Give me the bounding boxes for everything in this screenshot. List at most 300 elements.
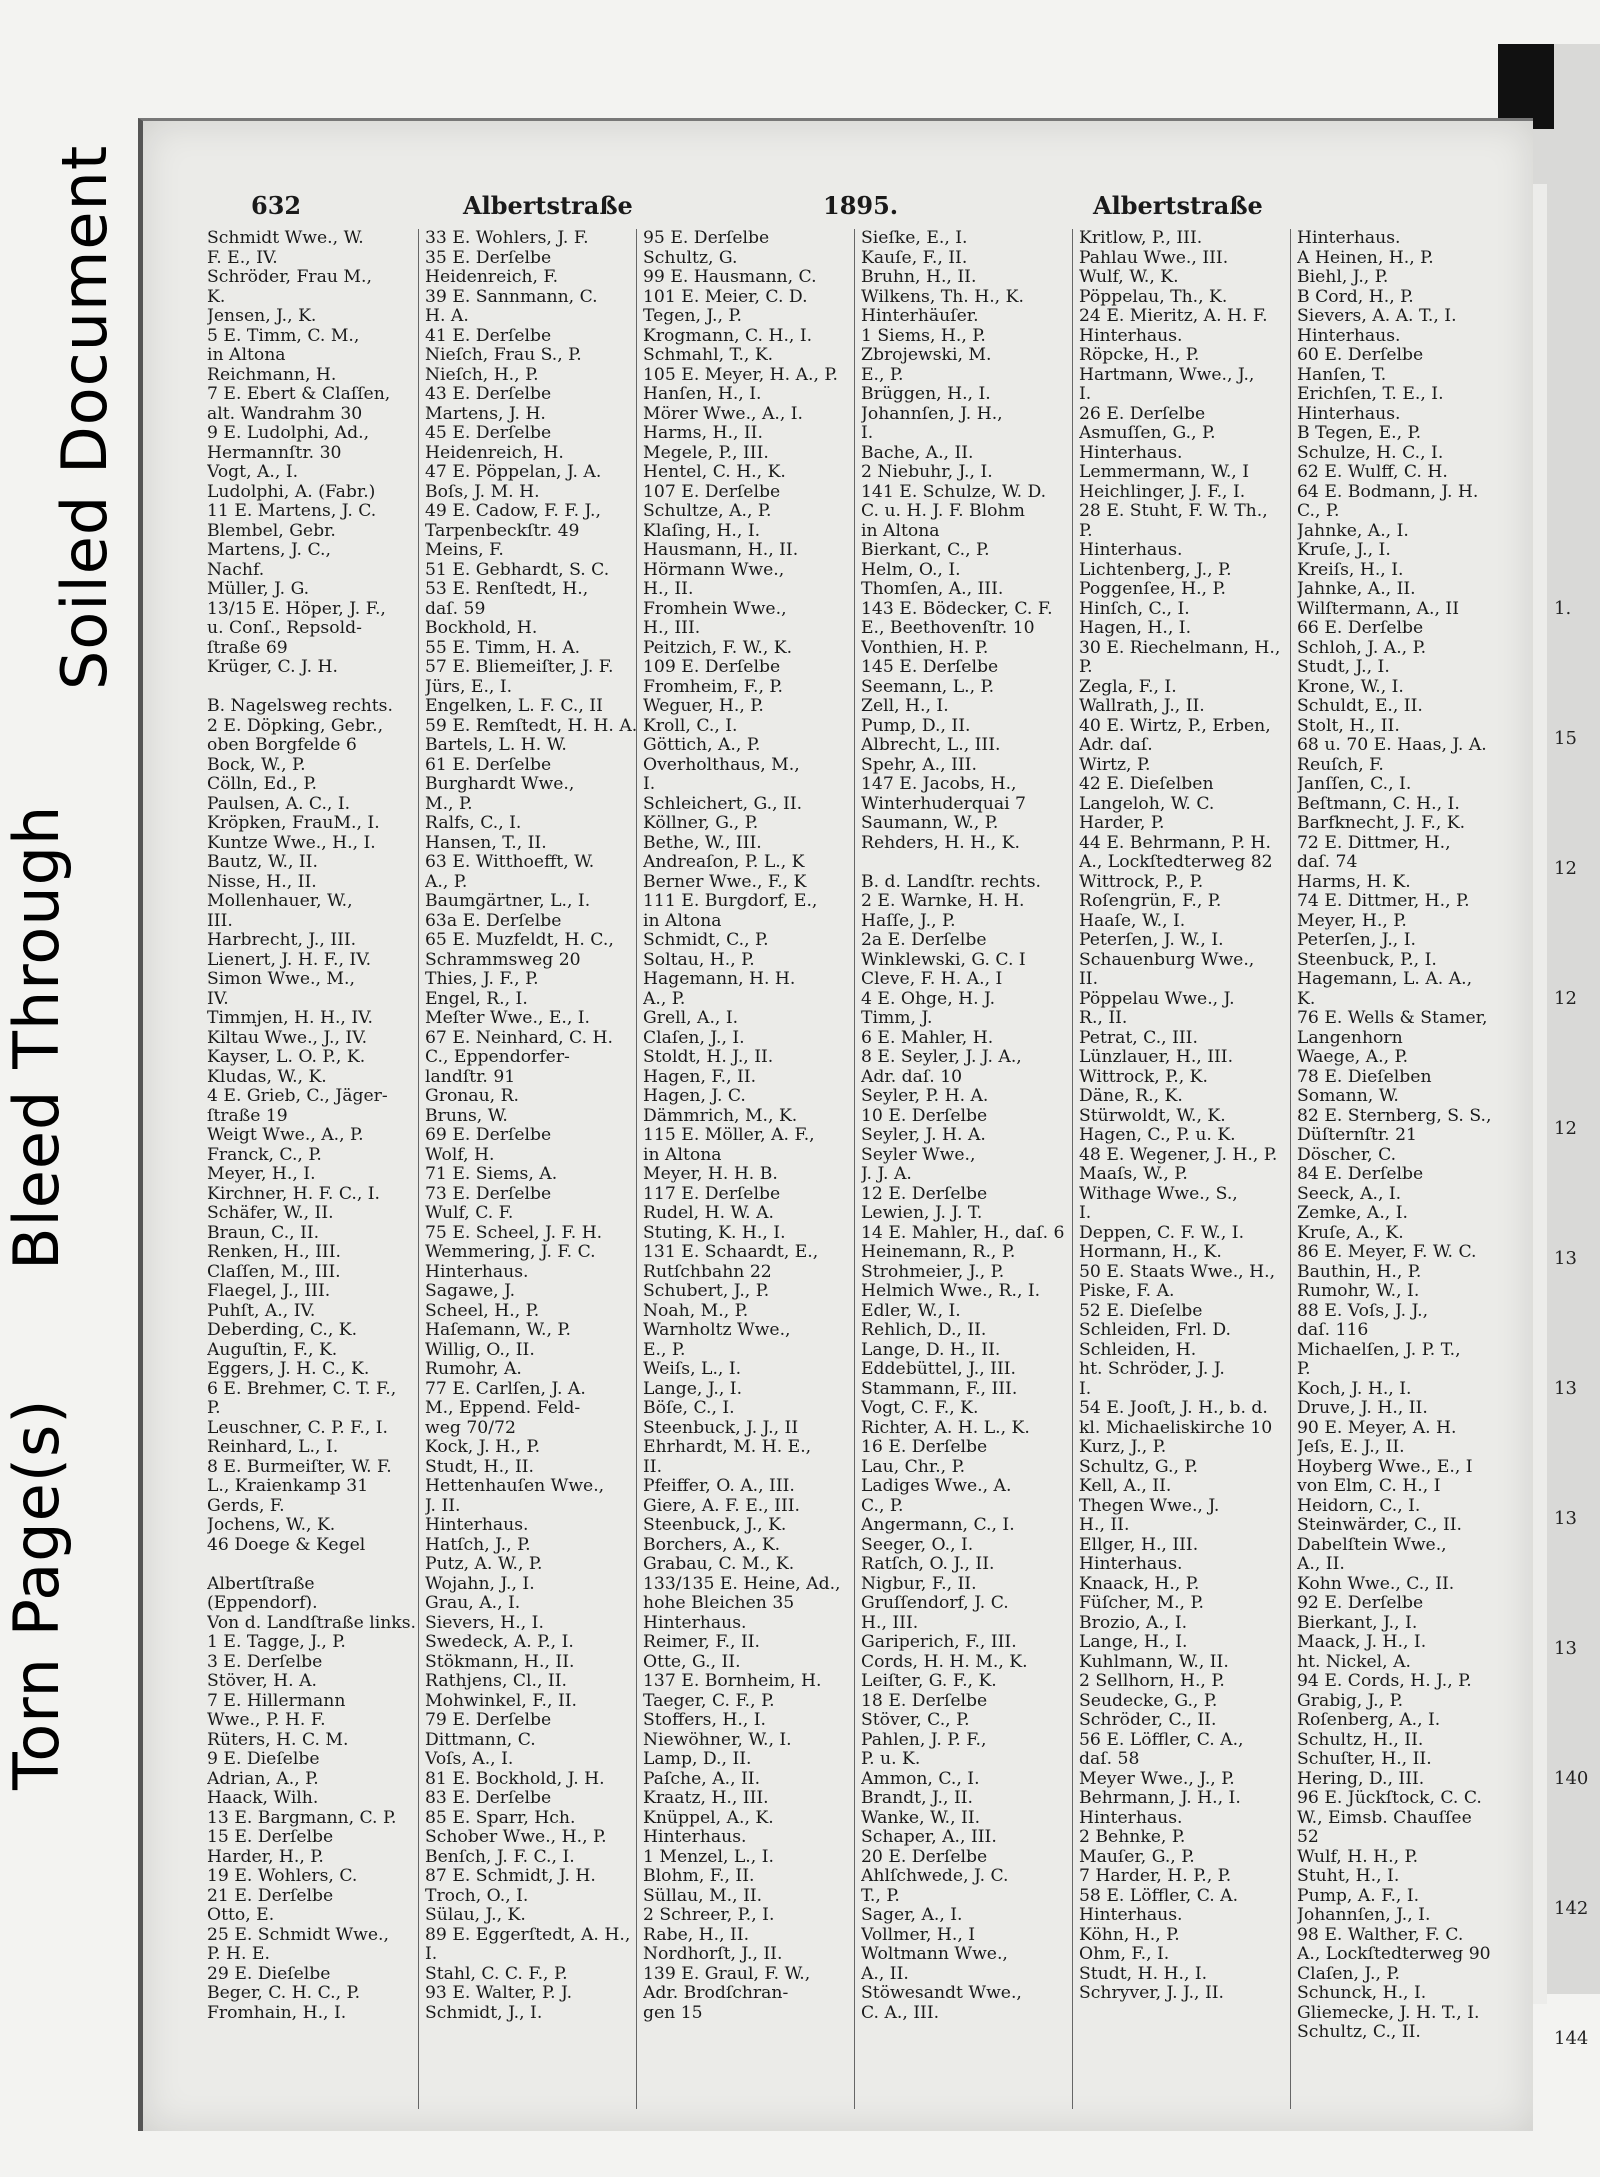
entry-line: 2 Niebuhr, J., I. <box>861 463 993 482</box>
directory-column-1 <box>203 229 421 2109</box>
entry-line: 1 Menzel, L., I. <box>643 1847 774 1867</box>
column-rule <box>636 229 637 2109</box>
entry-line: Martens, J. H. <box>425 404 546 424</box>
edge-number: 144 <box>1554 2028 1589 2049</box>
entry-line <box>207 678 421 698</box>
entry-line: 85 E. Sparr, Hch. <box>425 1808 576 1828</box>
entry-line: 46 Doege & Kegel <box>207 1535 366 1555</box>
entry-line: Rumohr, A. <box>425 1360 522 1379</box>
entry-line: Lange, J., I. <box>643 1379 743 1399</box>
entry-line: 101 E. Meier, C. D. <box>643 287 808 307</box>
entry-line: Schmidt, C., P. <box>643 931 769 950</box>
entry-line: Hartmann, Wwe., J., <box>1079 365 1255 385</box>
entry-line: Andreaſon, P. L., K <box>643 853 805 872</box>
entry-line: Schröder, Frau M., <box>207 268 372 287</box>
entry-line: Blembel, Gebr. <box>207 521 336 541</box>
entry-line: Schrammsweg 20 <box>425 950 581 970</box>
entry-line: P. u. K. <box>861 1750 921 1769</box>
entry-line: 56 E. Löffler, C. A., <box>1079 1730 1244 1750</box>
entry-line: Sieſke, E., I. <box>861 229 968 248</box>
entry-line: Grabau, C. M., K. <box>643 1555 795 1574</box>
entry-line: Schubert, J., P. <box>643 1282 770 1301</box>
entry-line: Schleiden, H. <box>1079 1340 1197 1360</box>
edge-number: 13 <box>1554 1378 1577 1399</box>
entry-line: Steenbuck, P., I. <box>1297 950 1437 970</box>
entry-line: II. <box>1079 970 1099 989</box>
entry-line: Roſenberg, A., I. <box>1297 1711 1441 1730</box>
entry-line: E., P. <box>861 365 904 385</box>
entry-line: Gerds, F. <box>207 1496 285 1516</box>
entry-line: 90 E. Meyer, A. H. <box>1297 1418 1457 1438</box>
entry-line: Seeck, A., I. <box>1297 1184 1402 1204</box>
entry-line: Kritlow, P., III. <box>1079 229 1203 248</box>
entry-line: Gliemecke, J. H. T., I. <box>1297 2003 1480 2023</box>
entry-line: Schultze, A., P. <box>643 502 772 521</box>
entry-line: Hinterhaus. <box>1079 1555 1183 1574</box>
entry-line: 51 E. Gebhardt, S. C. <box>425 560 610 580</box>
entry-line: Von d. Landſtraße links. <box>207 1613 416 1633</box>
entry-line: Köhn, H., P. <box>1079 1925 1180 1945</box>
entry-line: M., P. <box>425 794 473 814</box>
entry-line: Weigt Wwe., A., P. <box>207 1126 364 1145</box>
entry-line: Meyer, H., I. <box>207 1165 316 1184</box>
entry-line: 109 E. Derſelbe <box>643 658 781 677</box>
entry-line: Peterſen, J., I. <box>1297 931 1416 950</box>
entry-line: Schryver, J. J., II. <box>1079 1984 1224 2003</box>
entry-line: Albrecht, L., III. <box>861 736 1001 755</box>
entry-line: Schmidt, J., I. <box>425 2003 543 2023</box>
entry-line: in Altona <box>861 521 940 541</box>
entry-line: 2 E. Warnke, H. H. <box>861 892 1025 911</box>
entry-line: W., Eimsb. Chauſſee <box>1297 1808 1472 1828</box>
entry-line: Adr. Brodſchran- <box>643 1984 789 2003</box>
entry-line: Withage Wwe., S., <box>1079 1184 1238 1204</box>
entry-line: Burghardt Wwe., <box>425 775 575 794</box>
entry-line: von Elm, C. H., I <box>1297 1477 1441 1496</box>
entry-line: 61 E. Derſelbe <box>425 755 552 775</box>
entry-line: 47 E. Pöppelan, J. A. <box>425 463 602 482</box>
entry-line: Stöver, C., P. <box>861 1711 970 1730</box>
entry-line: Ohm, F., I. <box>1079 1945 1170 1964</box>
entry-line: P. H. E. <box>207 1945 270 1964</box>
entry-line: Poggenſee, H., P. <box>1079 580 1227 599</box>
entry-line: Sievers, H., I. <box>425 1613 544 1633</box>
entry-line: Bauthin, H., P. <box>1297 1262 1422 1282</box>
entry-line: 117 E. Derſelbe <box>643 1184 781 1204</box>
entry-line: 73 E. Derſelbe <box>425 1184 552 1204</box>
entry-line: Pahlau Wwe., III. <box>1079 248 1229 268</box>
entry-line: B Cord, H., P. <box>1297 287 1414 307</box>
entry-line: Schunck, H., I. <box>1297 1984 1427 2003</box>
entry-line: Lange, H., I. <box>1079 1633 1188 1652</box>
entry-line: Harbrecht, J., III. <box>207 931 357 950</box>
entry-line: Fromhein Wwe., <box>643 599 787 619</box>
entry-line: Steenbuck, J., K. <box>643 1516 787 1535</box>
entry-line: I. <box>1079 385 1092 404</box>
entry-line: Mörer Wwe., A., I. <box>643 404 804 424</box>
directory-columns <box>203 229 1513 2109</box>
entry-line: Sievers, A. A. T., I. <box>1297 307 1457 326</box>
entry-line: 79 E. Derſelbe <box>425 1711 552 1730</box>
entry-line: Kayser, L. O. P., K. <box>207 1048 366 1067</box>
entry-line: Engel, R., I. <box>425 989 528 1009</box>
entry-line: Reimer, F., II. <box>643 1633 761 1652</box>
entry-line: Berner Wwe., F., K <box>643 872 807 892</box>
entry-line: Schröder, C., II. <box>1079 1711 1217 1730</box>
entry-line: 15 E. Derſelbe <box>207 1828 334 1847</box>
entry-line: 6 E. Mahler, H. <box>861 1028 994 1048</box>
entry-line: 141 E. Schulze, W. D. <box>861 482 1047 502</box>
entry-line: Beſtmann, C. H., I. <box>1297 794 1460 814</box>
entry-line: Seyler, J. H. A. <box>861 1126 986 1145</box>
entry-line: II. <box>643 1457 663 1477</box>
entry-line: Hinterhaus. <box>1297 326 1401 346</box>
entry-line: 88 E. Voſs, J. J., <box>1297 1301 1429 1321</box>
entry-line: Kell, A., II. <box>1079 1477 1172 1496</box>
entry-line: Pöppelau, Th., K. <box>1079 287 1228 307</box>
entry-line: Krogmann, C. H., I. <box>643 326 813 346</box>
entry-line: Kröpken, FrauM., I. <box>207 814 380 833</box>
entry-line: 77 E. Carlſen, J. A. <box>425 1379 586 1399</box>
entry-line: 64 E. Bodmann, J. H. <box>1297 482 1479 502</box>
entry-line: Edler, W., I. <box>861 1301 961 1321</box>
entry-line: Thies, J. F., P. <box>425 970 539 989</box>
entry-line: Strohmeier, J., P. <box>861 1262 1005 1282</box>
entry-line: Hinterhaus. <box>1297 404 1401 424</box>
entry-line: 24 E. Mieritz, A. H. F. <box>1079 307 1268 326</box>
entry-line: Stöwesandt Wwe., <box>861 1984 1022 2003</box>
entry-line: 26 E. Derſelbe <box>1079 404 1206 424</box>
entry-line: Harms, H. K. <box>1297 872 1411 892</box>
entry-line: E., P. <box>643 1340 686 1360</box>
entry-line: F. E., IV. <box>207 248 278 268</box>
entry-line: Wolf, H. <box>425 1145 495 1165</box>
entry-line: Grabig, J., P. <box>1297 1691 1404 1711</box>
entry-line: Bruhn, H., II. <box>861 268 977 287</box>
entry-line: 62 E. Wulff, C. H. <box>1297 463 1448 482</box>
entry-line: H. A. <box>425 307 469 326</box>
entry-line: Vogt, A., I. <box>207 463 299 482</box>
entry-line: 52 <box>1297 1828 1319 1847</box>
entry-line: 1 Siems, H., P. <box>861 326 986 346</box>
entry-line: Hinterhaus. <box>1297 229 1401 248</box>
entry-line: 105 E. Meyer, H. A., P. <box>643 365 838 385</box>
entry-line: Pöppelau Wwe., J. <box>1079 989 1235 1009</box>
entry-line: Meyer, H. H. B. <box>643 1165 778 1184</box>
entry-line: Däne, R., K. <box>1079 1087 1183 1106</box>
entry-line: Borchers, A., K. <box>643 1535 781 1555</box>
entry-line: Kruſe, J., I. <box>1297 541 1391 560</box>
entry-line: 107 E. Derſelbe <box>643 482 781 502</box>
entry-line: 11 E. Martens, J. C. <box>207 502 377 521</box>
entry-line: III. <box>207 911 233 931</box>
entry-line: Ratſch, O. J., II. <box>861 1555 995 1574</box>
entry-line: Hinterhaus. <box>1079 1906 1183 1925</box>
entry-line: Langeloh, W. C. <box>1079 794 1215 814</box>
entry-line: 93 E. Walter, P. J. <box>425 1984 573 2003</box>
entry-line: C., P. <box>1297 502 1340 521</box>
entry-line: Puhſt, A., IV. <box>207 1301 316 1321</box>
edge-number: 12 <box>1554 858 1577 879</box>
entry-line: K. <box>1297 989 1316 1009</box>
entry-line: 53 E. Renſtedt, H., <box>425 580 589 599</box>
entry-line: 98 E. Walther, F. C. <box>1297 1925 1464 1945</box>
entry-line: Lienert, J. H. F., IV. <box>207 950 372 970</box>
entry-line: Sagawe, J. <box>425 1282 516 1301</box>
entry-line: H., II. <box>1079 1516 1130 1535</box>
entry-line: 2a E. Derſelbe <box>861 931 987 950</box>
scanner-shadow <box>1498 44 1554 129</box>
entry-line: Rudel, H. W. A. <box>643 1204 774 1223</box>
left-street-title: Albertstraße <box>463 191 633 220</box>
entry-line: Troch, O., I. <box>425 1886 529 1906</box>
entry-line: 16 E. Derſelbe <box>861 1438 988 1457</box>
entry-line: Rumohr, W., I. <box>1297 1282 1420 1301</box>
entry-line: 58 E. Löffler, C. A. <box>1079 1886 1239 1906</box>
entry-line: Bock, W., P. <box>207 755 306 775</box>
entry-line: Franck, C., P. <box>207 1145 322 1165</box>
entry-line: Woltmann Wwe., <box>861 1945 1008 1964</box>
entry-line: Zbrojewski, M. <box>861 346 992 365</box>
entry-line: Wallrath, J., II. <box>1079 697 1205 716</box>
entry-line: Eggers, J. H. C., K. <box>207 1360 370 1379</box>
entry-line: oben Borgfelde 6 <box>207 736 357 755</box>
entry-line: 94 E. Cords, H. J., P. <box>1297 1672 1472 1691</box>
entry-line: A., Lockſtedterweg 82 <box>1079 853 1273 872</box>
entry-line: Koch, J. H., I. <box>1297 1379 1412 1399</box>
entry-line: Haſſe, J., P. <box>861 911 956 931</box>
entry-line: 60 E. Derſelbe <box>1297 346 1424 365</box>
entry-line: 3 E. Derſelbe <box>207 1652 323 1672</box>
entry-line: Lange, D. H., II. <box>861 1340 1001 1360</box>
entry-line: 72 E. Dittmer, H., <box>1297 833 1451 853</box>
entry-line: Ellger, H., III. <box>1079 1535 1199 1555</box>
entry-line: Stuting, K. H., I. <box>643 1223 786 1243</box>
entry-line: Kuhlmann, W., II. <box>1079 1652 1229 1672</box>
entry-line: Krone, W., I. <box>1297 677 1404 697</box>
entry-line: Seyler Wwe., <box>861 1145 976 1165</box>
entry-line: Schleichert, G., II. <box>643 794 803 814</box>
entry-line: Deberding, C., K. <box>207 1321 358 1340</box>
entry-line: 115 E. Möller, A. F., <box>643 1126 815 1145</box>
entry-line: 99 E. Hausmann, C. <box>643 268 817 287</box>
entry-line: P. <box>1297 1360 1311 1379</box>
entry-line: Düſternſtr. 21 <box>1297 1126 1417 1145</box>
entry-line: Beger, C. H. C., P. <box>207 1984 361 2003</box>
entry-line: Saumann, W., P. <box>861 814 999 833</box>
entry-line: Stoffers, H., I. <box>643 1711 767 1730</box>
entry-line: Reinhard, L., I. <box>207 1438 339 1457</box>
entry-line: Seudecke, G., P. <box>1079 1691 1218 1711</box>
entry-line: Sager, A., I. <box>861 1906 963 1925</box>
entry-line: Böſe, C., I. <box>643 1399 735 1418</box>
entry-line: u. Conſ., Repsold- <box>207 619 362 638</box>
entry-line: 13 E. Bargmann, C. P. <box>207 1808 397 1828</box>
entry-line: I. <box>1079 1379 1092 1399</box>
entry-line: Druve, J. H., II. <box>1297 1399 1428 1418</box>
entry-line: 10 E. Derſelbe <box>861 1106 988 1126</box>
entry-line: 67 E. Neinhard, C. H. <box>425 1028 613 1048</box>
torn-pages-label: Torn Page(s) <box>0 1398 73 1790</box>
entry-line: Waege, A., P. <box>1297 1048 1409 1067</box>
entry-line: Angermann, C., I. <box>861 1516 1015 1535</box>
entry-line: Cleve, F. H. A., I <box>861 970 1003 989</box>
entry-line: Schmidt Wwe., W. <box>207 229 364 248</box>
entry-line: 30 E. Riechelmann, H., <box>1079 638 1281 658</box>
edge-number: 142 <box>1554 1898 1589 1919</box>
entry-line: Haſemann, W., P. <box>425 1321 571 1340</box>
entry-line: Nachf. <box>207 560 265 580</box>
entry-line: 48 E. Wegener, J. H., P. <box>1079 1145 1278 1165</box>
entry-line: Dämmrich, M., K. <box>643 1106 798 1126</box>
entry-line: Bethe, W., III. <box>643 833 762 853</box>
entry-line: C. A., III. <box>861 2003 940 2023</box>
entry-line: 9 E. Dieſelbe <box>207 1750 320 1769</box>
entry-line: Hinterhaus. <box>1079 541 1183 560</box>
directory-column-4 <box>857 229 1075 2109</box>
entry-line: Auguſtin, F., K. <box>207 1340 338 1360</box>
entry-line: K. <box>207 287 226 307</box>
entry-line: Biehl, J., P. <box>1297 268 1389 287</box>
entry-line: Hinterhaus. <box>425 1262 529 1282</box>
entry-line: Jahnke, A., I. <box>1297 521 1409 541</box>
entry-line: Braun, C., II. <box>207 1223 320 1243</box>
directory-column-2 <box>421 229 639 2109</box>
entry-line: Röpcke, H., P. <box>1079 346 1200 365</box>
entry-line: Peitzich, F. W., K. <box>643 638 793 658</box>
entry-line: Göttich, A., P. <box>643 736 761 755</box>
entry-line: Studt, H., II. <box>425 1457 535 1477</box>
entry-line: 81 E. Bockhold, J. H. <box>425 1769 605 1789</box>
entry-line: 50 E. Staats Wwe., H., <box>1079 1262 1276 1282</box>
entry-line: Schuſter, H., II. <box>1297 1750 1432 1769</box>
entry-line: Kludas, W., K. <box>207 1067 327 1087</box>
entry-line: Heichlinger, J. F., I. <box>1079 482 1246 502</box>
entry-line: Brandt, J., II. <box>861 1789 973 1808</box>
entry-line: Overholthaus, M., <box>643 755 800 775</box>
entry-line: Schultz, G. <box>643 248 738 268</box>
entry-line: Hinſch, C., I. <box>1079 599 1190 619</box>
entry-line: 63 E. Witthoefft, W. <box>425 853 595 872</box>
entry-line: 13/15 E. Höper, J. F., <box>207 599 386 619</box>
entry-line: 45 E. Derſelbe <box>425 424 552 443</box>
entry-line: Ahlſchwede, J. C. <box>861 1867 1009 1886</box>
entry-line: Schaper, A., III. <box>861 1828 997 1847</box>
entry-line: Ammon, C., I. <box>861 1769 980 1789</box>
entry-line: hohe Bleichen 35 <box>643 1594 795 1613</box>
entry-line: Wittrock, P., K. <box>1079 1067 1208 1087</box>
entry-line: P. <box>207 1399 221 1418</box>
entry-line: Heidenreich, H. <box>425 443 564 463</box>
entry-line: Behrmann, J. H., I. <box>1079 1789 1241 1808</box>
entry-line: 4 E. Grieb, C., Jäger- <box>207 1087 388 1106</box>
entry-line: B. d. Landſtr. rechts. <box>861 872 1042 892</box>
entry-line: Stoldt, H. J., II. <box>643 1048 774 1067</box>
entry-line: Paſche, A., II. <box>643 1769 761 1789</box>
entry-line: Heidenreich, F. <box>425 268 559 287</box>
entry-line: landſtr. 91 <box>425 1067 516 1087</box>
entry-line: Barfknecht, J. F., K. <box>1297 814 1466 833</box>
entry-line: H., II. <box>643 580 694 599</box>
entry-line: Rehlich, D., II. <box>861 1321 987 1340</box>
entry-line: 19 E. Wohlers, C. <box>207 1867 358 1886</box>
entry-line: daſ. 116 <box>1297 1321 1369 1340</box>
entry-line: Fromheim, F., P. <box>643 677 783 697</box>
entry-line: Knüppel, A., K. <box>643 1808 774 1828</box>
entry-line: 147 E. Jacobs, H., <box>861 775 1017 794</box>
entry-line: Reuſch, F. <box>1297 755 1384 775</box>
entry-line: Hinterhaus. <box>1079 1808 1183 1828</box>
entry-line: 78 E. Dieſelben <box>1297 1067 1432 1087</box>
entry-line: 52 E. Dieſelbe <box>1079 1301 1203 1321</box>
entry-line: Ludolphi, A. (Fabr.) <box>207 482 376 502</box>
entry-line: Reichmann, H. <box>207 365 337 385</box>
entry-line: Bache, A., II. <box>861 443 974 463</box>
entry-line: alt. Wandrahm 30 <box>207 404 363 424</box>
entry-line: daſ. 74 <box>1297 853 1358 872</box>
entry-line: B. Nagelsweg rechts. <box>207 697 393 716</box>
entry-line: Sülau, J., K. <box>425 1906 526 1925</box>
entry-line: H., III. <box>861 1613 919 1633</box>
entry-line: 20 E. Derſelbe <box>861 1847 988 1867</box>
entry-line: Kraatz, H., III. <box>643 1789 769 1808</box>
entry-line: Claſen, J., P. <box>1297 1964 1400 1984</box>
entry-line: Kirchner, H. F. C., I. <box>207 1184 381 1204</box>
entry-line: Lau, Chr., P. <box>861 1457 966 1477</box>
entry-line: Adr. daſ. 10 <box>861 1067 963 1087</box>
entry-line: 86 E. Meyer, F. W. C. <box>1297 1243 1477 1262</box>
entry-line: ht. Schröder, J. J. <box>1079 1360 1225 1379</box>
entry-line: Haack, Wilh. <box>207 1789 319 1808</box>
entry-line: Steinwärder, C., II. <box>1297 1516 1462 1535</box>
entry-line: P. <box>1079 658 1093 677</box>
entry-line: Johannſen, J., I. <box>1297 1906 1431 1925</box>
entry-line: Megele, P., III. <box>643 443 769 463</box>
year-title: 1895. <box>823 191 899 220</box>
entry-line: Brozio, A., I. <box>1079 1613 1188 1633</box>
entry-line: Knaack, H., P. <box>1079 1574 1200 1594</box>
entry-line: Wirtz, P. <box>1079 755 1151 775</box>
entry-line: 133/135 E. Heine, Ad., <box>643 1574 841 1594</box>
entry-line: 1 E. Tagge, J., P. <box>207 1633 346 1652</box>
entry-line: 87 E. Schmidt, J. H. <box>425 1867 596 1886</box>
entry-line: Somann, W. <box>1297 1087 1399 1106</box>
entry-line: E., Beethovenſtr. 10 <box>861 619 1035 638</box>
entry-line: Vonthien, H. P. <box>861 638 989 658</box>
entry-line: Dabelſtein Wwe., <box>1297 1535 1447 1555</box>
column-rule <box>854 229 855 2109</box>
entry-line: Wemmering, J. F. C. <box>425 1243 596 1262</box>
entry-line: Bierkant, J., I. <box>1297 1613 1418 1633</box>
entry-line: 5 E. Timm, C. M., <box>207 326 360 346</box>
entry-line: Thomſen, A., III. <box>861 580 1004 599</box>
entry-line: Lichtenberg, J., P. <box>1079 560 1232 580</box>
entry-line: Adr. daſ. <box>1079 736 1153 755</box>
entry-line: Weguer, H., P. <box>643 697 764 716</box>
entry-line: 4 E. Ohge, H. J. <box>861 989 996 1009</box>
entry-line: I. <box>643 775 656 794</box>
entry-line: Paulsen, A. C., I. <box>207 794 351 814</box>
entry-line: 139 E. Graul, F. W., <box>643 1964 811 1984</box>
entry-line: Cölln, Ed., P. <box>207 775 317 794</box>
entry-line: Schober Wwe., H., P. <box>425 1828 607 1847</box>
entry-line: Albertſtraße <box>207 1574 315 1594</box>
entry-line: Deppen, C. F. W., I. <box>1079 1223 1245 1243</box>
directory-column-3 <box>639 229 857 2109</box>
entry-line: Hinterhaus. <box>643 1613 747 1633</box>
entry-line: Hermannſtr. 30 <box>207 443 342 463</box>
entry-line: Timm, J. <box>861 1009 933 1028</box>
